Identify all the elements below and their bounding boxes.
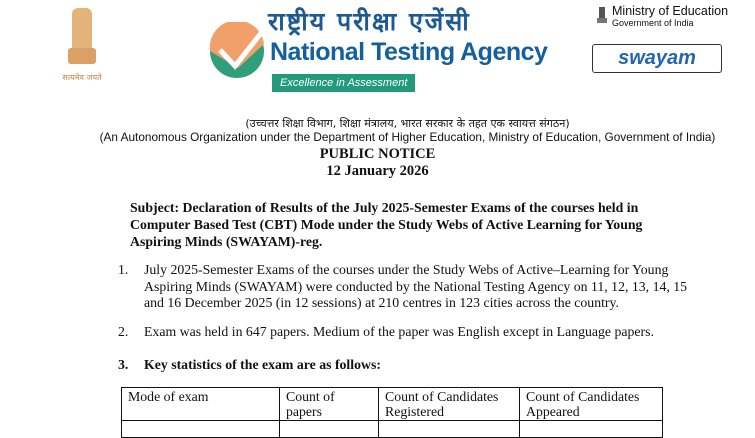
- header-papers: Count of papers: [280, 388, 379, 421]
- list-item: [118, 357, 708, 374]
- tagline: Excellence in Assessment: [272, 74, 415, 92]
- swayam-logo-text: swayam: [618, 47, 696, 69]
- item-number: 1.: [118, 262, 129, 277]
- notice-date: 12 January 2026: [326, 163, 429, 179]
- item-number: 2.: [118, 324, 129, 339]
- emblem-icon: [596, 6, 608, 26]
- header-mode: Mode of exam: [122, 388, 280, 421]
- swayam-logo: [592, 44, 722, 73]
- header-appeared: Count of Candidates Appeared: [520, 388, 663, 421]
- svg-text:सत्यमेव जयते: सत्यमेव जयते: [62, 73, 102, 82]
- list-item: [118, 324, 708, 341]
- hindi-org-name: राष्ट्रीय परीक्षा एजेंसी: [268, 7, 471, 36]
- table-row: [122, 421, 663, 438]
- subtitle-hindi: (उच्चत्तर शिक्षा विभाग, शिक्षा मंत्रालय, भारत सरकार के तहत एक स्वायत्त संगठन): [245, 117, 570, 130]
- nta-logo: [208, 22, 266, 80]
- ministry-logo: [612, 5, 728, 29]
- table-header-row: [122, 388, 663, 421]
- org-name: National Testing Agency: [270, 38, 548, 66]
- subtitle-english: (An Autonomous Organization under the Department of Higher Education, Ministry of Education, Government of India): [99, 130, 716, 144]
- subject: Subject: Declaration of Results of the July 2025-Semester Exams of the courses held in Computer Based Test (CBT) Mode under the Study Webs of Active Learning for Young Aspiring Minds (SWAYAM)-reg.: [130, 200, 643, 249]
- item-text: Key statistics of the exam are as follows:: [144, 357, 381, 372]
- ministry-name: Ministry of Education: [612, 4, 729, 18]
- government-name: Government of India: [612, 17, 694, 28]
- statistics-table: [121, 387, 663, 438]
- national-emblem-logo: [62, 4, 102, 84]
- item-number: 3.: [118, 357, 129, 372]
- list-item: [118, 262, 708, 312]
- item-text: July 2025-Semester Exams of the courses under the Study Webs of Active–Learning for Young Aspiring Minds (SWAYAM) were conducted by the National Testing Agency on 11, 12, 13, 14, 15 and 16 December 2025 (in 12 sessions) at 210 centres in 123 cities across the country.: [144, 262, 688, 310]
- notice-title: PUBLIC NOTICE: [319, 146, 436, 162]
- item-text: Exam was held in 647 papers. Medium of the paper was English except in Language papers.: [144, 324, 654, 339]
- header-registered: Count of Candidates Registered: [379, 388, 520, 421]
